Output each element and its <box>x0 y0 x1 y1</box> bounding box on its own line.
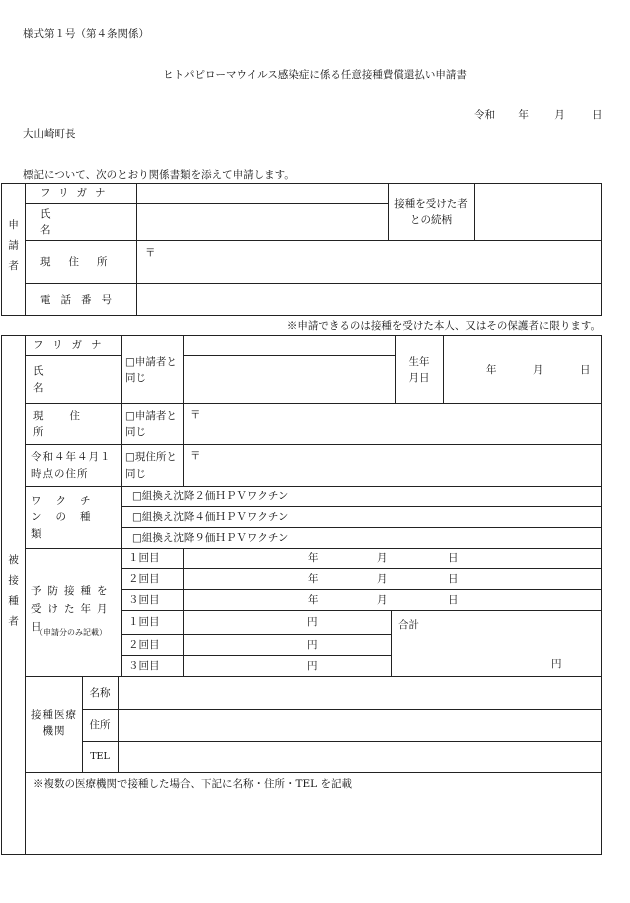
date-line <box>474 107 603 122</box>
multi-facility-input[interactable] <box>26 795 601 854</box>
year-label: 年 <box>518 109 529 121</box>
facility-address-label: 住所 <box>89 719 111 732</box>
applicant-phone-label: 電話番号 <box>40 293 122 306</box>
recipient-address-label: 現住所 <box>33 409 106 438</box>
applicant-furigana-label: フリガナ <box>40 187 114 200</box>
facility-name-label: 名称 <box>89 686 111 699</box>
dose-1-label: １回目 <box>128 552 160 565</box>
cost-dose-2-label: ２回目 <box>128 638 160 651</box>
dose-3-year: 年 <box>308 593 319 606</box>
vaccine-type-label: ワクチンの種類 <box>31 495 105 540</box>
recipient-furigana-label: フリガナ <box>33 339 111 352</box>
past-address-label: 令和４年４月１時点の住所 <box>31 451 112 480</box>
dose-2-day: 日 <box>448 572 459 585</box>
relation-label: 接種を受けた者との続柄 <box>394 197 468 226</box>
total-label: 合計 <box>398 619 419 631</box>
applicant-phone-input[interactable] <box>137 284 601 316</box>
dose-2-month: 月 <box>377 572 388 585</box>
cost-dose-3-label: ３回目 <box>128 659 160 672</box>
applicant-postal-mark: 〒 <box>145 247 156 259</box>
applicant-note: ※申請できるのは接種を受けた本人、又はその保護者に限ります。 <box>286 320 601 332</box>
birth-month-label: 月 <box>533 364 544 376</box>
dose-3-label: ３回目 <box>128 593 160 606</box>
cost-dose-1-label: １回目 <box>128 616 160 629</box>
birth-year-label: 年 <box>486 364 497 376</box>
applicant-address-label: 現住所 <box>40 255 126 268</box>
same-as-current-checkbox[interactable]: □現住所と同じ <box>125 451 177 480</box>
multi-facility-note: ※複数の医療機関で接種した場合、下記に名称・住所・TEL を記載 <box>33 778 352 790</box>
month-label: 月 <box>554 109 565 121</box>
facility-name-input[interactable] <box>119 677 601 709</box>
recipient-side-label: 被接種者 <box>7 554 20 636</box>
applicant-furigana-input[interactable] <box>137 184 387 203</box>
total-yen: 円 <box>551 658 562 670</box>
total-input[interactable] <box>392 632 601 676</box>
facility-address-input[interactable] <box>119 710 601 741</box>
facility-tel-input[interactable] <box>119 742 601 772</box>
vaccination-dates-label: 予防接種を受けた年月日 <box>31 585 114 633</box>
past-postal-mark: 〒 <box>190 450 201 462</box>
applicant-name-input[interactable] <box>137 204 387 240</box>
cost-dose-2-yen: 円 <box>307 638 318 651</box>
dose-1-month: 月 <box>377 552 388 565</box>
dose-3-day: 日 <box>448 593 459 606</box>
dose-1-year: 年 <box>308 552 319 565</box>
recipient-name-label: 氏名 <box>33 365 102 394</box>
dose-1-day: 日 <box>448 552 459 565</box>
intro-text: 標記について、次のとおり関係書類を添えて申請します。 <box>23 169 295 181</box>
vaccine-option-9v[interactable]: □組換え沈降９価ＨＰＶワクチン <box>132 531 289 544</box>
dose-3-month: 月 <box>377 593 388 606</box>
vaccination-dates-note: （申請分のみ記載） <box>35 628 107 637</box>
recipient-furigana-input[interactable] <box>184 336 394 355</box>
vaccine-option-2v[interactable]: □組換え沈降２価ＨＰＶワクチン <box>132 490 289 503</box>
applicant-address-input[interactable] <box>160 241 600 283</box>
cost-dose-3-yen: 円 <box>307 659 318 672</box>
birth-date-label: 生年月日 <box>408 355 430 384</box>
relation-input[interactable] <box>475 184 601 240</box>
form-number: 様式第１号（第４条関係） <box>23 28 149 40</box>
era-label: 令和 <box>474 109 495 121</box>
dose-2-label: ２回目 <box>128 572 160 585</box>
recipient-name-input[interactable] <box>184 356 394 403</box>
cost-dose-1-yen: 円 <box>307 616 318 629</box>
same-as-applicant-addr-checkbox[interactable]: □申請者と同じ <box>125 409 177 438</box>
facility-tel-label: TEL <box>90 750 110 762</box>
birth-date-input[interactable] <box>444 336 601 403</box>
facility-label: 接種医療機関 <box>31 708 77 737</box>
form-title: ヒトパピローマウイルス感染症に係る任意接種費償還払い申請書 <box>163 69 467 81</box>
addressee: 大山崎町長 <box>23 128 76 140</box>
same-as-applicant-name-checkbox[interactable]: □申請者と同じ <box>125 355 177 384</box>
applicant-name-label: 氏名 <box>40 207 99 236</box>
applicant-side-label: 申請者 <box>7 218 20 281</box>
past-address-input[interactable] <box>205 445 601 486</box>
recipient-postal-mark: 〒 <box>190 409 201 421</box>
vaccine-option-4v[interactable]: □組換え沈降４価ＨＰＶワクチン <box>132 510 289 523</box>
dose-2-year: 年 <box>308 572 319 585</box>
day-label: 日 <box>592 109 603 121</box>
birth-day-label: 日 <box>580 364 591 376</box>
recipient-address-input[interactable] <box>205 404 601 444</box>
